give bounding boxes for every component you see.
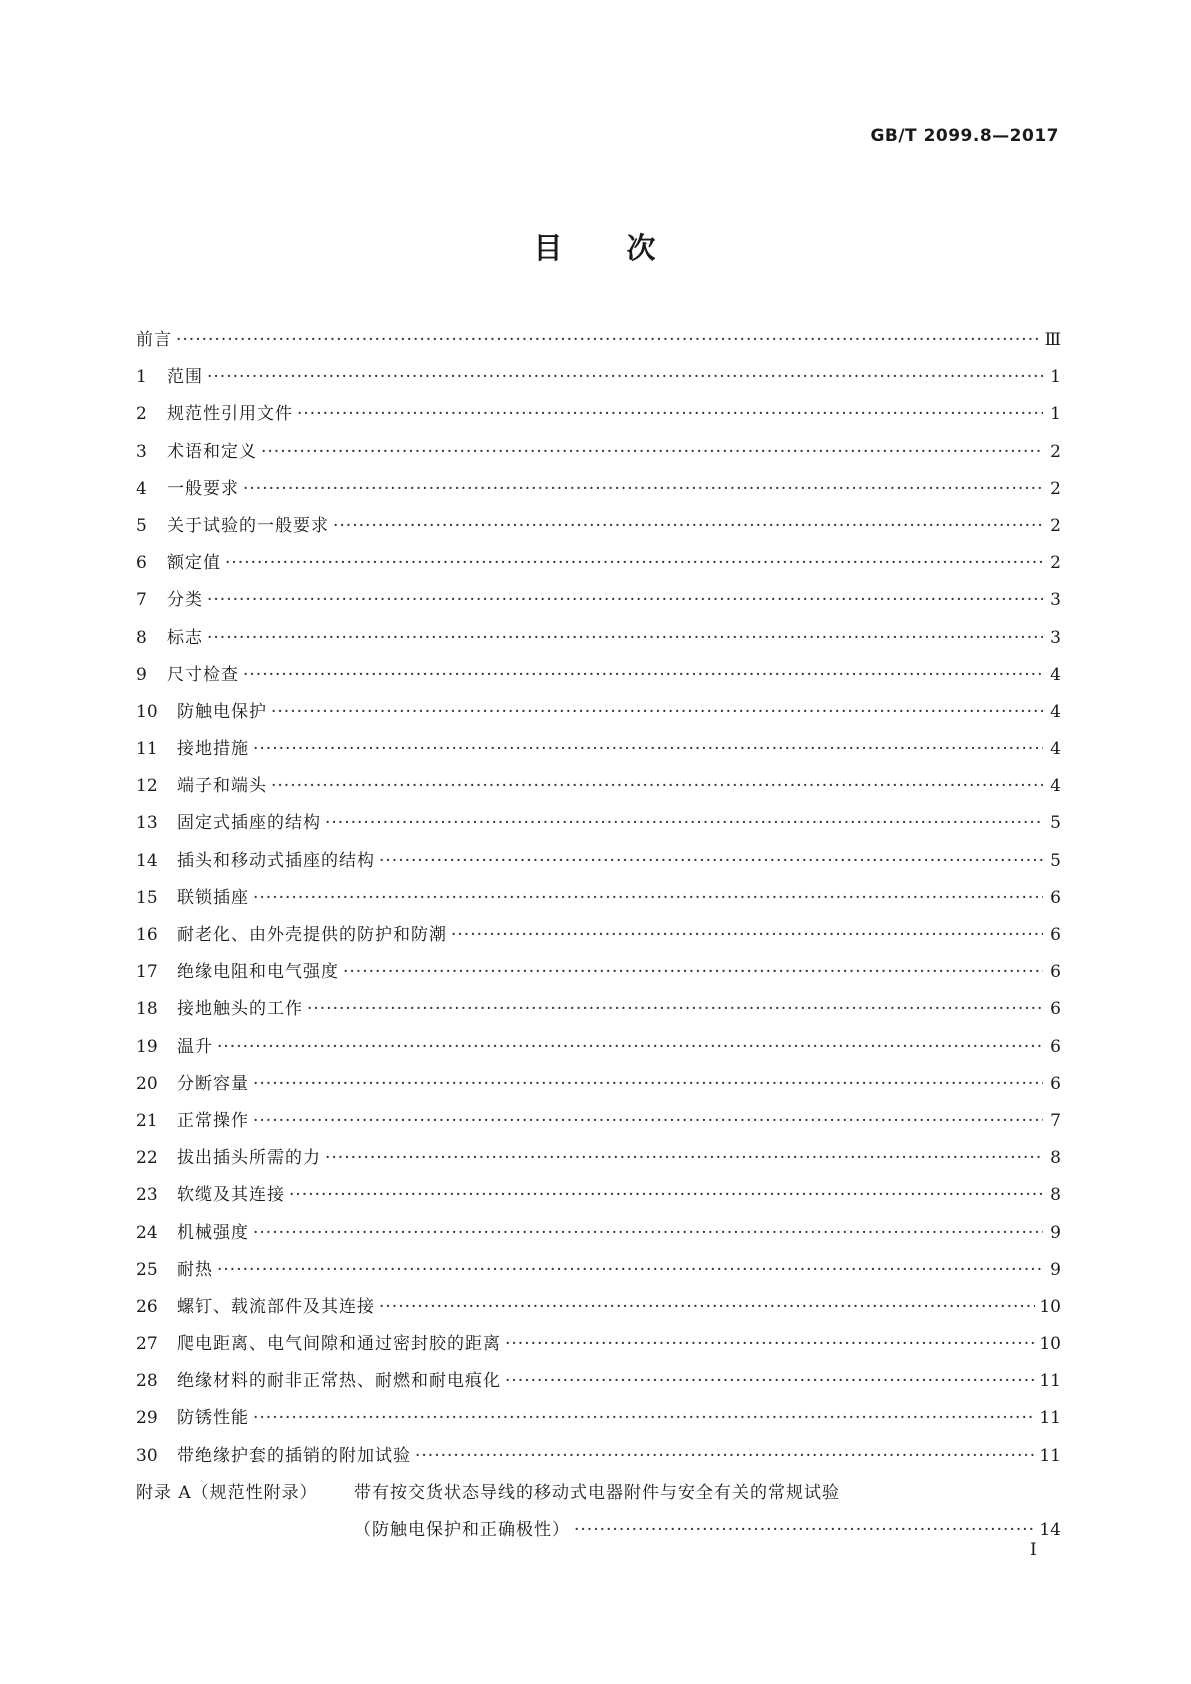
toc-entry-page-number: 4 <box>1050 739 1061 760</box>
toc-entry[interactable] <box>136 1329 1061 1366</box>
dot-leader <box>379 1297 1035 1317</box>
toc-entry-label: 防锈性能 <box>177 1408 249 1429</box>
toc-entry-label: 尺寸检查 <box>167 664 239 685</box>
toc-entry-page-number: 2 <box>1050 478 1061 499</box>
toc-entry-page-number: 9 <box>1050 1259 1061 1280</box>
toc-entry-label: 规范性引用文件 <box>167 404 293 425</box>
dot-leader <box>253 888 1043 908</box>
toc-entry-number: 8 <box>136 627 147 648</box>
toc-entry-page-number: 5 <box>1050 813 1061 834</box>
toc-entry-label: 术语和定义 <box>167 441 257 462</box>
standard-code: GB/T 2099.8—2017 <box>870 126 1059 146</box>
toc-entry[interactable] <box>136 1292 1061 1329</box>
annex-head: 附录 A（规范性附录） <box>136 1482 318 1503</box>
toc-entry-label: 关于试验的一般要求 <box>167 515 329 536</box>
toc-entry-label: 分断容量 <box>177 1073 249 1094</box>
toc-entry-page-number: 5 <box>1050 850 1061 871</box>
toc-title <box>0 226 1191 267</box>
toc-entry-label: 接地措施 <box>177 739 249 760</box>
toc-entry-number: 3 <box>136 441 147 462</box>
toc-entry-label: 端子和端头 <box>177 776 267 797</box>
toc-entry[interactable] <box>136 660 1061 697</box>
dot-leader <box>333 516 1043 536</box>
toc-entry-number: 6 <box>136 553 147 574</box>
toc-annex-a-cont[interactable] <box>136 1515 1061 1552</box>
dot-leader <box>505 1334 1035 1354</box>
toc-entry-label: 前言 <box>136 330 172 350</box>
toc-entry-page-number: 10 <box>1039 1334 1061 1355</box>
toc-entry-label: 防触电保护 <box>177 701 267 722</box>
toc-entry-label: 绝缘电阻和电气强度 <box>177 962 339 983</box>
toc-entry-number: 21 <box>136 1110 158 1131</box>
toc-entry-page-number: 11 <box>1039 1408 1061 1429</box>
dot-leader <box>307 999 1043 1019</box>
dot-leader <box>271 776 1043 796</box>
toc-entry-number: 7 <box>136 590 147 611</box>
toc-entry[interactable] <box>136 1032 1061 1069</box>
dot-leader <box>289 1185 1043 1205</box>
toc-entry[interactable] <box>136 846 1061 883</box>
toc-entry-page-number: 6 <box>1050 925 1061 945</box>
toc-entry-label: 绝缘材料的耐非正常热、耐燃和耐电痕化 <box>177 1371 501 1392</box>
toc-entry-page-number: 6 <box>1050 1073 1061 1094</box>
toc-entry-label: 接地触头的工作 <box>177 999 303 1020</box>
toc-entry-label: 一般要求 <box>167 478 239 499</box>
toc-entry-number: 27 <box>136 1334 158 1355</box>
toc-entry-number: 4 <box>136 478 147 499</box>
toc-entry[interactable] <box>136 1106 1061 1143</box>
toc-entry-number: 15 <box>136 887 158 908</box>
toc-entry[interactable] <box>136 325 1061 362</box>
toc-entry[interactable] <box>136 548 1061 585</box>
toc-entry-page-number: 9 <box>1050 1222 1061 1243</box>
toc-entry-number: 23 <box>136 1185 158 1206</box>
dot-leader <box>243 479 1043 499</box>
toc-entry-label: 耐热 <box>177 1259 213 1280</box>
toc-title-part1: 目 <box>533 231 565 265</box>
toc-entry[interactable] <box>136 1255 1061 1292</box>
toc-entry-label: 额定值 <box>167 553 221 574</box>
toc-entry[interactable] <box>136 1180 1061 1217</box>
toc-entry-page-number: 4 <box>1050 664 1061 685</box>
toc-entry[interactable] <box>136 697 1061 734</box>
toc-entry[interactable] <box>136 1403 1061 1440</box>
dot-leader <box>253 1074 1043 1094</box>
toc-entry[interactable] <box>136 1441 1061 1478</box>
toc-entry[interactable] <box>136 585 1061 622</box>
toc-entry[interactable] <box>136 511 1061 548</box>
dot-leader <box>176 330 1041 350</box>
toc-entry-page-number: 8 <box>1050 1185 1061 1206</box>
toc-entry-number: 2 <box>136 404 147 425</box>
dot-leader <box>451 925 1043 945</box>
toc-entry-number: 16 <box>136 925 158 945</box>
toc-entry-number: 29 <box>136 1408 158 1429</box>
toc-entry-label: 机械强度 <box>177 1222 249 1243</box>
toc-entry-label: 范围 <box>167 367 203 388</box>
toc-entry-number: 13 <box>136 813 158 834</box>
toc-entry-label: 联锁插座 <box>177 887 249 908</box>
toc-entry-page-number: 4 <box>1050 776 1061 797</box>
toc-entry[interactable] <box>136 623 1061 660</box>
toc-entry-page-number: 4 <box>1050 701 1061 722</box>
toc-entry-page-number: 3 <box>1050 590 1061 611</box>
dot-leader <box>343 962 1043 982</box>
toc-entry[interactable] <box>136 920 1061 957</box>
toc-entry[interactable] <box>136 808 1061 845</box>
toc-entry-number: 12 <box>136 776 158 797</box>
toc-entry-number: 5 <box>136 515 147 536</box>
toc-entry-number: 1 <box>136 367 147 388</box>
toc-entry-page-number: 2 <box>1050 441 1061 462</box>
dot-leader <box>261 442 1043 462</box>
toc-entry-label: 分类 <box>167 590 203 611</box>
dot-leader <box>325 1148 1043 1168</box>
toc-entry-page-number: Ⅲ <box>1044 330 1061 350</box>
toc-entry-label: 插头和移动式插座的结构 <box>177 850 375 871</box>
toc-entry-label: 固定式插座的结构 <box>177 813 321 834</box>
toc-entry-number: 9 <box>136 664 147 685</box>
toc-entry-page-number: 1 <box>1050 404 1061 425</box>
toc-entry-number: 28 <box>136 1371 158 1392</box>
toc-annex-a[interactable] <box>136 1478 1061 1515</box>
toc-entry-number: 19 <box>136 1036 158 1057</box>
dot-leader <box>253 1223 1043 1243</box>
dot-leader <box>325 813 1043 833</box>
toc-title-part2: 次 <box>626 231 658 265</box>
toc-entry[interactable] <box>136 399 1061 436</box>
toc-entry-number: 10 <box>136 701 158 722</box>
dot-leader <box>217 1260 1043 1280</box>
dot-leader <box>207 590 1043 610</box>
dot-leader <box>243 665 1043 685</box>
toc-entry-page-number: 3 <box>1050 627 1061 648</box>
toc-entry-number: 24 <box>136 1222 158 1243</box>
toc-entry-number: 17 <box>136 962 158 983</box>
dot-leader <box>207 367 1043 387</box>
toc-entry-page-number: 10 <box>1039 1296 1061 1317</box>
toc-entry-number: 20 <box>136 1073 158 1094</box>
toc-entry-label: 标志 <box>167 627 203 648</box>
dot-leader <box>253 1111 1043 1131</box>
toc-entry[interactable] <box>136 734 1061 771</box>
toc-entry-page-number: 6 <box>1050 887 1061 908</box>
dot-leader <box>207 628 1043 648</box>
dot-leader <box>297 404 1043 424</box>
dot-leader <box>379 851 1043 871</box>
toc-entry[interactable] <box>136 1366 1061 1403</box>
dot-leader <box>574 1520 1035 1540</box>
dot-leader <box>225 553 1043 573</box>
toc-entry-page-number: 2 <box>1050 515 1061 536</box>
annex-title-line1: 带有按交货状态导线的移动式电器附件与安全有关的常规试验 <box>354 1482 840 1503</box>
toc-entry[interactable] <box>136 1218 1061 1255</box>
dot-leader <box>253 1408 1035 1428</box>
annex-title-line2: （防触电保护和正确极性） <box>354 1520 570 1540</box>
toc-entry[interactable] <box>136 474 1061 511</box>
toc-entry-number: 11 <box>136 739 158 760</box>
dot-leader <box>253 739 1043 759</box>
toc-entry-label: 温升 <box>177 1036 213 1057</box>
toc-entry[interactable] <box>136 437 1061 474</box>
dot-leader <box>271 702 1043 722</box>
page-folio: Ⅰ <box>1030 1540 1037 1560</box>
toc-entry-number: 22 <box>136 1148 158 1169</box>
toc-entry[interactable] <box>136 883 1061 920</box>
toc-entry[interactable] <box>136 994 1061 1031</box>
toc-entry-number: 18 <box>136 999 158 1020</box>
toc-entry-label: 软缆及其连接 <box>177 1185 285 1206</box>
toc-entry-label: 拔出插头所需的力 <box>177 1148 321 1169</box>
toc-entry-page-number: 2 <box>1050 553 1061 574</box>
toc-entry-label: 正常操作 <box>177 1110 249 1131</box>
toc-entry-label: 耐老化、由外壳提供的防护和防潮 <box>177 925 447 945</box>
toc-entry[interactable] <box>136 1069 1061 1106</box>
toc-entry-page-number: 11 <box>1039 1445 1061 1466</box>
toc-entry-page-number: 1 <box>1050 367 1061 388</box>
toc-entry[interactable] <box>136 957 1061 994</box>
toc-entry-number: 26 <box>136 1296 158 1317</box>
toc-entry[interactable] <box>136 771 1061 808</box>
toc-entry-page-number: 7 <box>1050 1110 1061 1131</box>
toc-entry-page-number: 6 <box>1050 999 1061 1020</box>
toc-entry[interactable] <box>136 1143 1061 1180</box>
toc-entry[interactable] <box>136 362 1061 399</box>
dot-leader <box>505 1371 1035 1391</box>
toc-entry-page-number: 6 <box>1050 1036 1061 1057</box>
table-of-contents <box>136 325 1061 1552</box>
toc-entry-label: 螺钉、载流部件及其连接 <box>177 1296 375 1317</box>
annex-page-number: 14 <box>1039 1520 1061 1540</box>
toc-entry-label: 爬电距离、电气间隙和通过密封胶的距离 <box>177 1334 501 1355</box>
toc-entry-label: 带绝缘护套的插销的附加试验 <box>177 1445 411 1466</box>
toc-entry-page-number: 6 <box>1050 962 1061 983</box>
toc-entry-number: 30 <box>136 1445 158 1466</box>
toc-entry-page-number: 8 <box>1050 1148 1061 1169</box>
toc-entry-number: 25 <box>136 1259 158 1280</box>
dot-leader <box>415 1446 1035 1466</box>
dot-leader <box>217 1037 1043 1057</box>
toc-entry-number: 14 <box>136 850 158 871</box>
toc-entry-page-number: 11 <box>1039 1371 1061 1392</box>
